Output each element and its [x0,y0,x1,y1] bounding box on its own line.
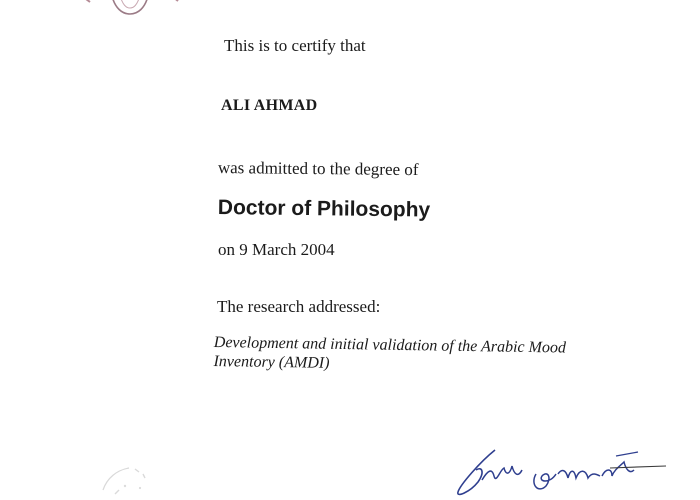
recipient-name: ALI AHMAD [221,97,318,114]
degree-title: Doctor of Philosophy [217,196,431,222]
crest-icon [60,0,200,22]
intro-text: This is to certify that [224,36,366,55]
conferral-date: on 9 March 2004 [218,240,335,259]
admission-text: was admitted to the degree of [217,158,419,180]
thesis-title [213,333,614,377]
faint-seal-icon [95,460,165,500]
signature [440,440,670,500]
thesis-title-line-1: Development and initial validation of the Arabic Mood [213,333,567,357]
thesis-title-line-2: Inventory (AMDI) [213,352,330,372]
research-label: The research addressed: [217,297,381,316]
